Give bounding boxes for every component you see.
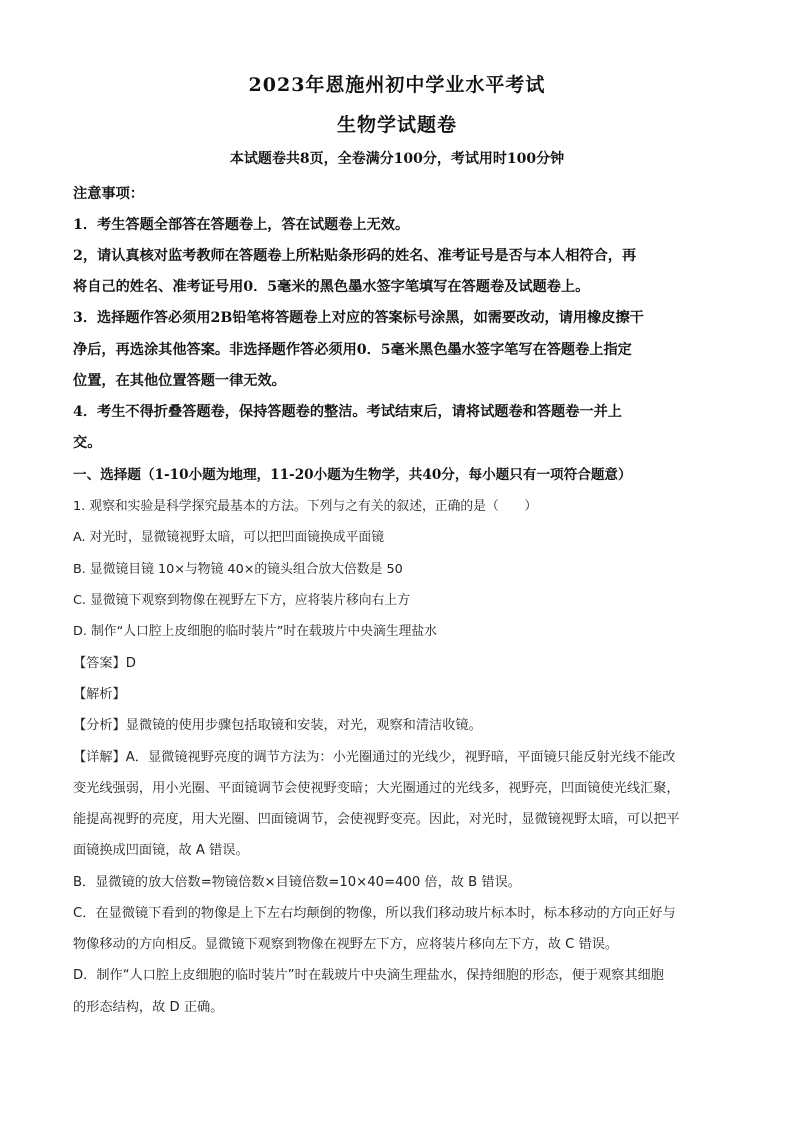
detail-text: A．显微镜视野亮度的调节方法为：小光圈通过的光线少，视野暗，平面镜只能反射光线不能改 bbox=[125, 750, 676, 765]
detail-line: 物像移动的方向相反。显微镜下观察到物像在视野左下方，应将装片移向左下方，故 C 错误。 bbox=[73, 937, 619, 952]
detail-line: B．显微镜的放大倍数=物镜倍数×目镜倍数=10×40=400 倍，故 B 错误。 bbox=[73, 875, 521, 890]
detail-label: 【详解】 bbox=[73, 750, 126, 765]
fenxi-label: 【分析】 bbox=[73, 718, 126, 733]
detail-line: 变光线强弱，用小光圈、平面镜调节会使视野变暗；大光圈通过的光线多，视野亮，凹面镜使光线汇聚， bbox=[73, 781, 680, 796]
question-stem: 1. 观察和实验是科学探究最基本的方法。下列与之有关的叙述，正确的是（ ） bbox=[73, 499, 538, 514]
detail-line: 能提高视野的亮度，用大光圈、凹面镜调节，会使视野变亮。因此，对光时，显微镜视野太暗，可以把平 bbox=[73, 812, 680, 827]
note-line: 净后，再选涂其他答案。非选择题作答必须用0．5毫米黑色墨水签字笔写在答题卷上指定 bbox=[73, 342, 632, 358]
exam-subtitle: 生物学试题卷 bbox=[336, 114, 457, 136]
detail-line: 面镜换成凹面镜，故 A 错误。 bbox=[73, 843, 249, 858]
fenxi-text: 显微镜的使用步骤包括取镜和安装，对光，观察和清洁收镜。 bbox=[125, 718, 482, 733]
exam-info: 本试题卷共8页，全卷满分100分，考试用时100分钟 bbox=[229, 151, 565, 167]
detail-line: 的形态结构，故 D 正确。 bbox=[73, 1000, 224, 1015]
fenxi-line bbox=[73, 714, 733, 733]
option-d: D. 制作“人口腔上皮细胞的临时装片”时在载玻片中央滴生理盐水 bbox=[73, 624, 437, 639]
analysis-label: 【解析】 bbox=[73, 687, 126, 702]
note-line: 2，请认真核对监考教师在答题卷上所粘贴条形码的姓名、准考证号是否与本人相符合，再 bbox=[73, 248, 637, 264]
answer-value: D bbox=[125, 656, 136, 671]
note-line: 位置，在其他位置答题一律无效。 bbox=[73, 373, 286, 389]
note-line: 将自己的姓名、准考证号用0．5毫米的黑色墨水签字笔填写在答题卷及试题卷上。 bbox=[73, 279, 590, 295]
notes-heading: 注意事项： bbox=[73, 186, 144, 202]
option-a: A. 对光时，显微镜视野太暗，可以把凹面镜换成平面镜 bbox=[73, 530, 384, 545]
note-line: 4．考生不得折叠答题卷，保持答题卷的整洁。考试结束后，请将试题卷和答题卷一并上 bbox=[73, 404, 622, 420]
detail-line: D．制作“人口腔上皮细胞的临时装片”时在载玻片中央滴生理盐水，保持细胞的形态，便于观察其细胞 bbox=[73, 968, 664, 983]
answer-label: 【答案】 bbox=[73, 656, 126, 671]
detail-line: C．在显微镜下看到的物像是上下左右均颠倒的物像，所以我们移动玻片标本时，标本移动的方向正好与 bbox=[73, 906, 676, 921]
note-line: 交。 bbox=[73, 435, 102, 451]
exam-title: 2023年恩施州初中学业水平考试 bbox=[248, 74, 546, 96]
note-line: 3．选择题作答必须用2B铅笔将答题卷上对应的答案标号涂黑，如需要改动，请用橡皮擦干 bbox=[73, 310, 644, 326]
option-c: C. 显微镜下观察到物像在视野左下方，应将装片移向右上方 bbox=[73, 593, 410, 608]
answer-line bbox=[73, 652, 733, 671]
detail-line bbox=[73, 746, 733, 765]
option-b: B. 显微镜目镜 10×与物镜 40×的镜头组合放大倍数是 50 bbox=[73, 562, 403, 577]
section-heading: 一、选择题（1-10小题为地理，11-20小题为生物学，共40分，每小题只有一项符合题意） bbox=[73, 467, 632, 483]
note-line: 1．考生答题全部答在答题卷上，答在试题卷上无效。 bbox=[73, 217, 410, 233]
